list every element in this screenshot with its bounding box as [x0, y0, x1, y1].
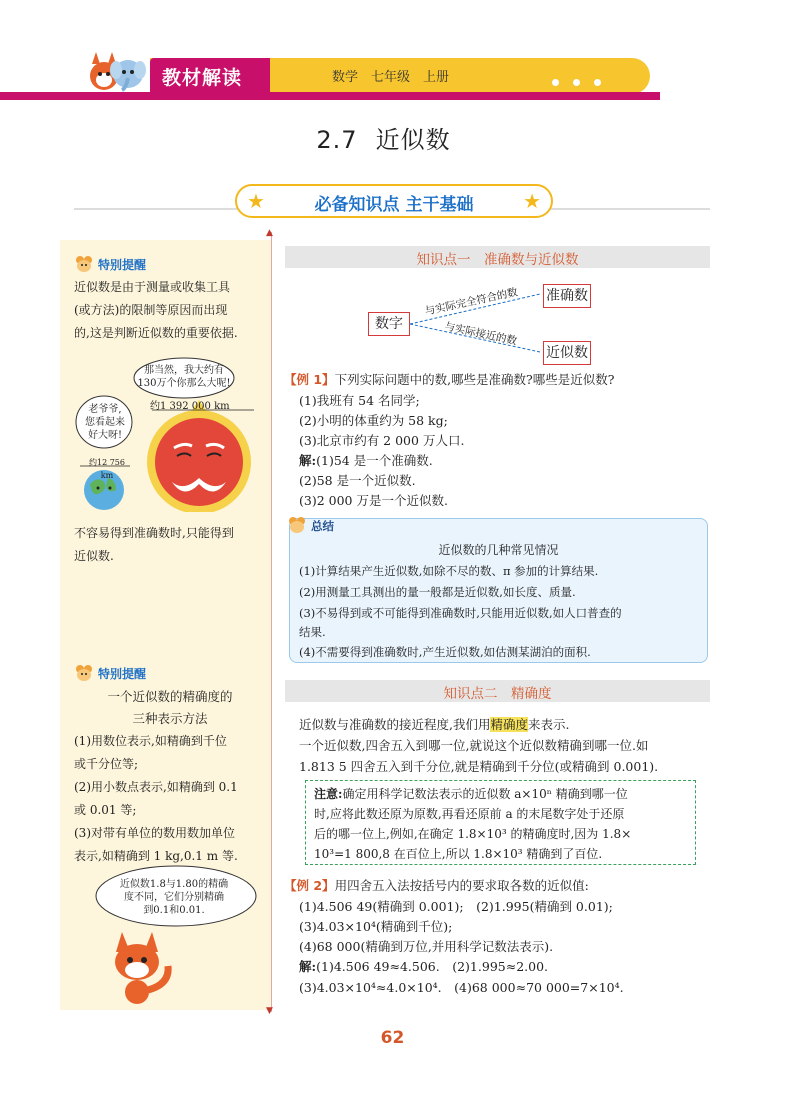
- arrow-up-icon: ▲: [266, 228, 273, 238]
- example-question: 【例 1】下列实际问题中的数,哪些是准确数?哪些是近似数?: [284, 372, 615, 387]
- fox-icon: [115, 932, 168, 1004]
- page-header: [0, 56, 785, 102]
- knowledge-point-heading: 知识点一 准确数与近似数: [285, 246, 710, 268]
- section-banner: ★ 必备知识点 主干基础 ★: [235, 184, 553, 218]
- example-item: (1)我班有 54 名同学;: [299, 393, 420, 408]
- note-line: 后的哪一位上,例如,在确定 1.8×10³ 的精确度时,因为 1.8×: [314, 827, 632, 841]
- example-answer: 解:(1)54 是一个准确数.: [299, 453, 433, 468]
- example-item: (1)4.506 49(精确到 0.001); (2)1.995(精确到 0.01);: [299, 899, 613, 914]
- tip-title: 一个近似数的精确度的 三种表示方法: [107, 689, 233, 726]
- sun-icon: [147, 400, 251, 512]
- section-title: 2.7 近似数: [316, 126, 451, 154]
- summary-line: (2)用测量工具测出的量一般都是近似数,如长度、质量.: [299, 585, 576, 599]
- example-answer: (3)2 000 万是一个近似数.: [299, 493, 448, 508]
- mouse-mascot-icon: [287, 516, 307, 534]
- example-answer: (2)58 是一个近似数.: [299, 473, 416, 488]
- example-item: (3)北京市约有 2 000 万人口.: [299, 433, 465, 448]
- diagram-edge-label: 与实际接近的数: [443, 320, 518, 348]
- speech-bubble: 老爷爷, 您看起来 好大呀!: [85, 404, 125, 441]
- speech-bubble: 那当然，我大约有 130万个你那么大呢!: [137, 365, 231, 389]
- star-icon: ★: [247, 189, 265, 213]
- summary-line: (1)计算结果产生近似数,如除不尽的数、π 参加的计算结果.: [299, 564, 599, 578]
- header-dots: [552, 71, 615, 90]
- example-question: 【例 2】用四舍五入法按括号内的要求取各数的近似值:: [284, 878, 589, 893]
- example-item: (4)68 000(精确到万位,并用科学记数法表示).: [299, 939, 554, 954]
- summary-title: 近似数的几种常见情况: [438, 543, 559, 557]
- earth-diameter-label: 约12 756 km: [89, 458, 125, 480]
- header-subject: 数学 七年级 上册: [332, 70, 450, 85]
- diagram-node-exact: 准确数: [543, 284, 591, 308]
- diagram-node-number: 数字: [368, 312, 410, 336]
- paragraph: 近似数与准确数的接近程度,我们用精确度来表示.: [299, 717, 570, 732]
- page-number: 62: [380, 1028, 405, 1048]
- diagram-edge-label: 与实际完全符合的数: [423, 286, 519, 318]
- example-item: (2)小明的体重约为 58 kg;: [299, 413, 448, 428]
- summary-line: (3)不易得到或不可能得到准确数时,只能用近似数,如人口普查的: [299, 606, 622, 620]
- note-line: 10³=1 800,8 在百位上,所以 1.8×10³ 精确到了百位.: [314, 847, 603, 861]
- tip-heading: 特别提醒: [74, 255, 146, 273]
- note-line: 注意:确定用科学记数法表示的近似数 a×10ⁿ 精确到哪一位: [314, 787, 628, 801]
- highlight-term: 精确度: [490, 717, 528, 732]
- tip-text: (1)用数位表示,如精确到千位 或千分位等; (2)用小数点表示,如精确到 0.1 或 0.01 等; (3)对带有单位的数用数加单位 表示,如精确到 1 kg,0.1 m 等.: [74, 734, 238, 863]
- sidebar-divider: [271, 232, 272, 1012]
- tip-text: 近似数是由于测量或收集工具 (或方法)的限制等原因而出现 的,这是判断近似数的重要依据.: [74, 280, 238, 340]
- summary-heading: 总结: [287, 516, 334, 534]
- diagram-node-approx: 近似数: [543, 341, 591, 365]
- header-tab: 教材解读: [150, 58, 270, 98]
- mouse-mascot-icon: [74, 255, 94, 273]
- speech-bubble: 近似数1.8与1.80的精确 度不同，它们分别精确 到0.1和0.01.: [119, 879, 229, 916]
- paragraph: 1.813 5 四舍五入到千分位,就是精确到千分位(或精确到 0.001).: [299, 759, 659, 774]
- example-item: (3)4.03×10⁴(精确到千位);: [299, 919, 453, 934]
- example-answer: 解:(1)4.506 49≈4.506. (2)1.995≈2.00.: [299, 959, 548, 974]
- tip-text: 不容易得到准确数时,只能得到 近似数.: [74, 526, 234, 563]
- summary-line: (4)不需要得到准确数时,产生近似数,如估测某湖泊的面积.: [299, 645, 591, 659]
- mascot-icon: [82, 50, 148, 96]
- note-line: 时,应将此数还原为原数,再看还原前 a 的末尾数字处于还原: [314, 807, 625, 821]
- example-answer: (3)4.03×10⁴≈4.0×10⁴. (4)68 000≈70 000=7×10⁴.: [299, 980, 624, 995]
- mouse-mascot-icon: [74, 664, 94, 682]
- tip-heading: 特别提醒: [74, 664, 146, 682]
- arrow-down-icon: ▼: [266, 1006, 273, 1016]
- sun-diameter-label: 约1 392 000 km: [150, 401, 230, 412]
- star-icon: ★: [523, 189, 541, 213]
- knowledge-point-heading: 知识点二 精确度: [285, 680, 710, 702]
- paragraph: 一个近似数,四舍五入到哪一位,就说这个近似数精确到哪一位.如: [299, 738, 649, 753]
- summary-line: 结果.: [299, 625, 326, 639]
